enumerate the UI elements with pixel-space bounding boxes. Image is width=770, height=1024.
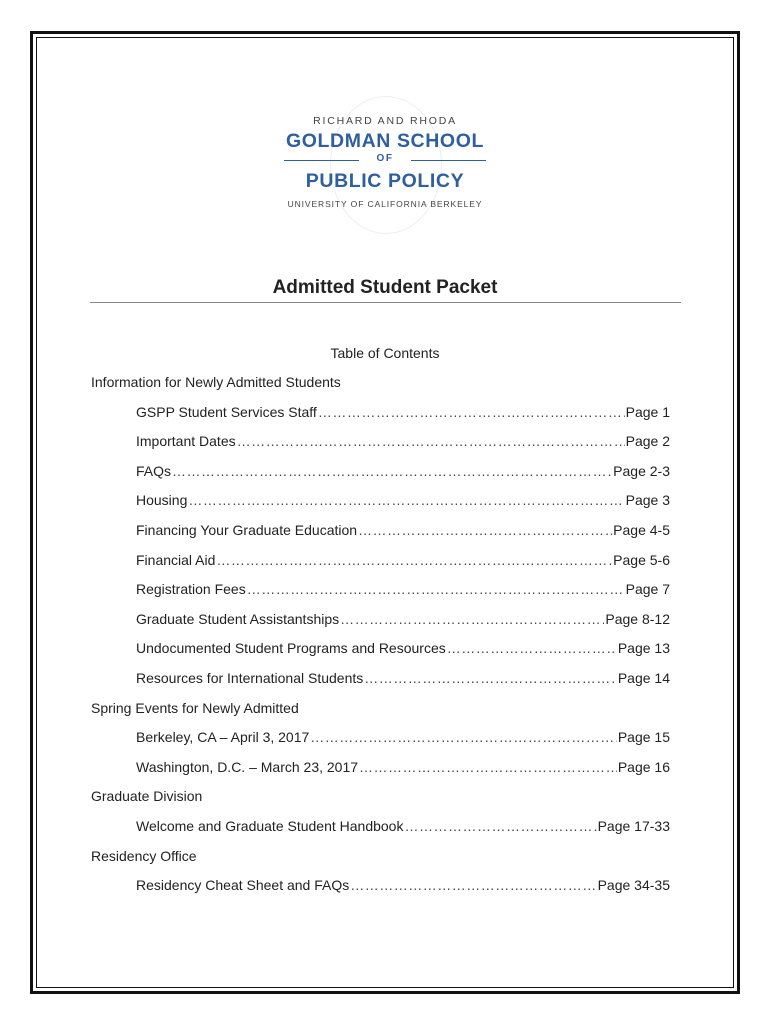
- logo-of-row: [284, 153, 486, 167]
- toc-entry-page: Page 1: [625, 403, 670, 420]
- toc-entry: [136, 729, 670, 745]
- toc-entry: [136, 818, 670, 834]
- dot-leader: [364, 670, 617, 686]
- toc-entry-title: FAQs: [136, 462, 172, 479]
- toc-entry-title: Registration Fees: [136, 581, 246, 598]
- dot-leader: [216, 552, 612, 568]
- toc-entry-title: GSPP Student Services Staff: [136, 403, 317, 420]
- toc-entry-page: Page 2-3: [613, 462, 670, 479]
- toc-entry-page: Page 2: [625, 433, 670, 450]
- toc-entry-page: Page 14: [617, 670, 670, 686]
- dot-leader: [237, 433, 625, 449]
- logo-line-goldman-school: GOLDMAN SCHOOL: [286, 130, 484, 152]
- toc-entry-title: Berkeley, CA – April 3, 2017: [136, 729, 310, 746]
- dot-leader: [340, 611, 604, 627]
- logo-line-university: UNIVERSITY OF CALIFORNIA BERKELEY: [287, 199, 483, 209]
- toc-entry-title: Washington, D.C. – March 23, 2017: [136, 758, 359, 775]
- toc-entry-title: Housing: [136, 492, 188, 509]
- toc-entry-page: Page 3: [625, 492, 670, 509]
- toc-entry-title: Important Dates: [136, 433, 236, 450]
- toc-entry-title: Resources for International Students: [136, 670, 364, 686]
- dot-leader: [350, 877, 596, 893]
- toc-entry: [136, 759, 670, 775]
- dot-leader: [310, 729, 617, 745]
- document-title: Admitted Student Packet: [272, 277, 498, 298]
- dot-leader: [358, 522, 612, 538]
- toc-entry-page: Page 15: [617, 729, 670, 746]
- toc-entry-page: Page 17-33: [597, 818, 670, 834]
- toc-entry: [136, 670, 670, 686]
- dot-leader: [318, 404, 625, 420]
- dot-leader: [447, 640, 617, 656]
- toc-entry-page: Page 8-12: [605, 610, 670, 627]
- school-logo: [270, 98, 500, 233]
- toc-entry-title: Undocumented Student Programs and Resources: [136, 640, 446, 657]
- toc-heading: Table of Contents: [330, 345, 440, 361]
- toc-entry-page: Page 34-35: [597, 877, 670, 894]
- title-divider: [90, 302, 681, 303]
- toc-section-heading: Spring Events for Newly Admitted: [91, 699, 299, 716]
- toc-entry: [136, 433, 670, 449]
- toc-section-heading: Graduate Division: [91, 788, 203, 805]
- dot-leader: [172, 463, 612, 479]
- toc-entry-title: Graduate Student Assistantships: [136, 610, 340, 627]
- toc-entry-page: Page 5-6: [613, 551, 670, 568]
- toc-entry-title: Welcome and Graduate Student Handbook: [136, 818, 404, 834]
- dot-leader: [359, 759, 617, 775]
- toc-section-heading: Information for Newly Admitted Students: [91, 374, 341, 390]
- toc-entry: [136, 877, 670, 893]
- toc-entry: [136, 640, 670, 656]
- toc-entry-page: Page 13: [617, 640, 670, 657]
- dot-leader: [404, 818, 596, 834]
- toc-section-heading: Residency Office: [91, 847, 197, 864]
- toc-entry-page: Page 4-5: [613, 522, 670, 538]
- toc-entry: [136, 611, 670, 627]
- toc-entry: [136, 552, 670, 568]
- toc-entry: [136, 581, 670, 597]
- toc-entry-page: Page 16: [617, 758, 670, 775]
- dot-leader: [247, 581, 625, 597]
- toc-entry: [136, 463, 670, 479]
- logo-line-of: OF: [376, 153, 394, 164]
- toc-entry-title: Financing Your Graduate Education: [136, 522, 358, 538]
- logo-line-richard-rhoda: RICHARD AND RHODA: [313, 115, 457, 127]
- toc-entry: [136, 522, 670, 538]
- dot-leader: [188, 492, 624, 508]
- toc-entry-title: Financial Aid: [136, 551, 216, 568]
- toc-entry: [136, 404, 670, 420]
- logo-rule-right: [411, 160, 486, 161]
- toc-entry-page: Page 7: [625, 581, 670, 598]
- toc-entry: [136, 492, 670, 508]
- logo-line-public-policy: PUBLIC POLICY: [305, 170, 465, 192]
- toc-entry-title: Residency Cheat Sheet and FAQs: [136, 877, 350, 894]
